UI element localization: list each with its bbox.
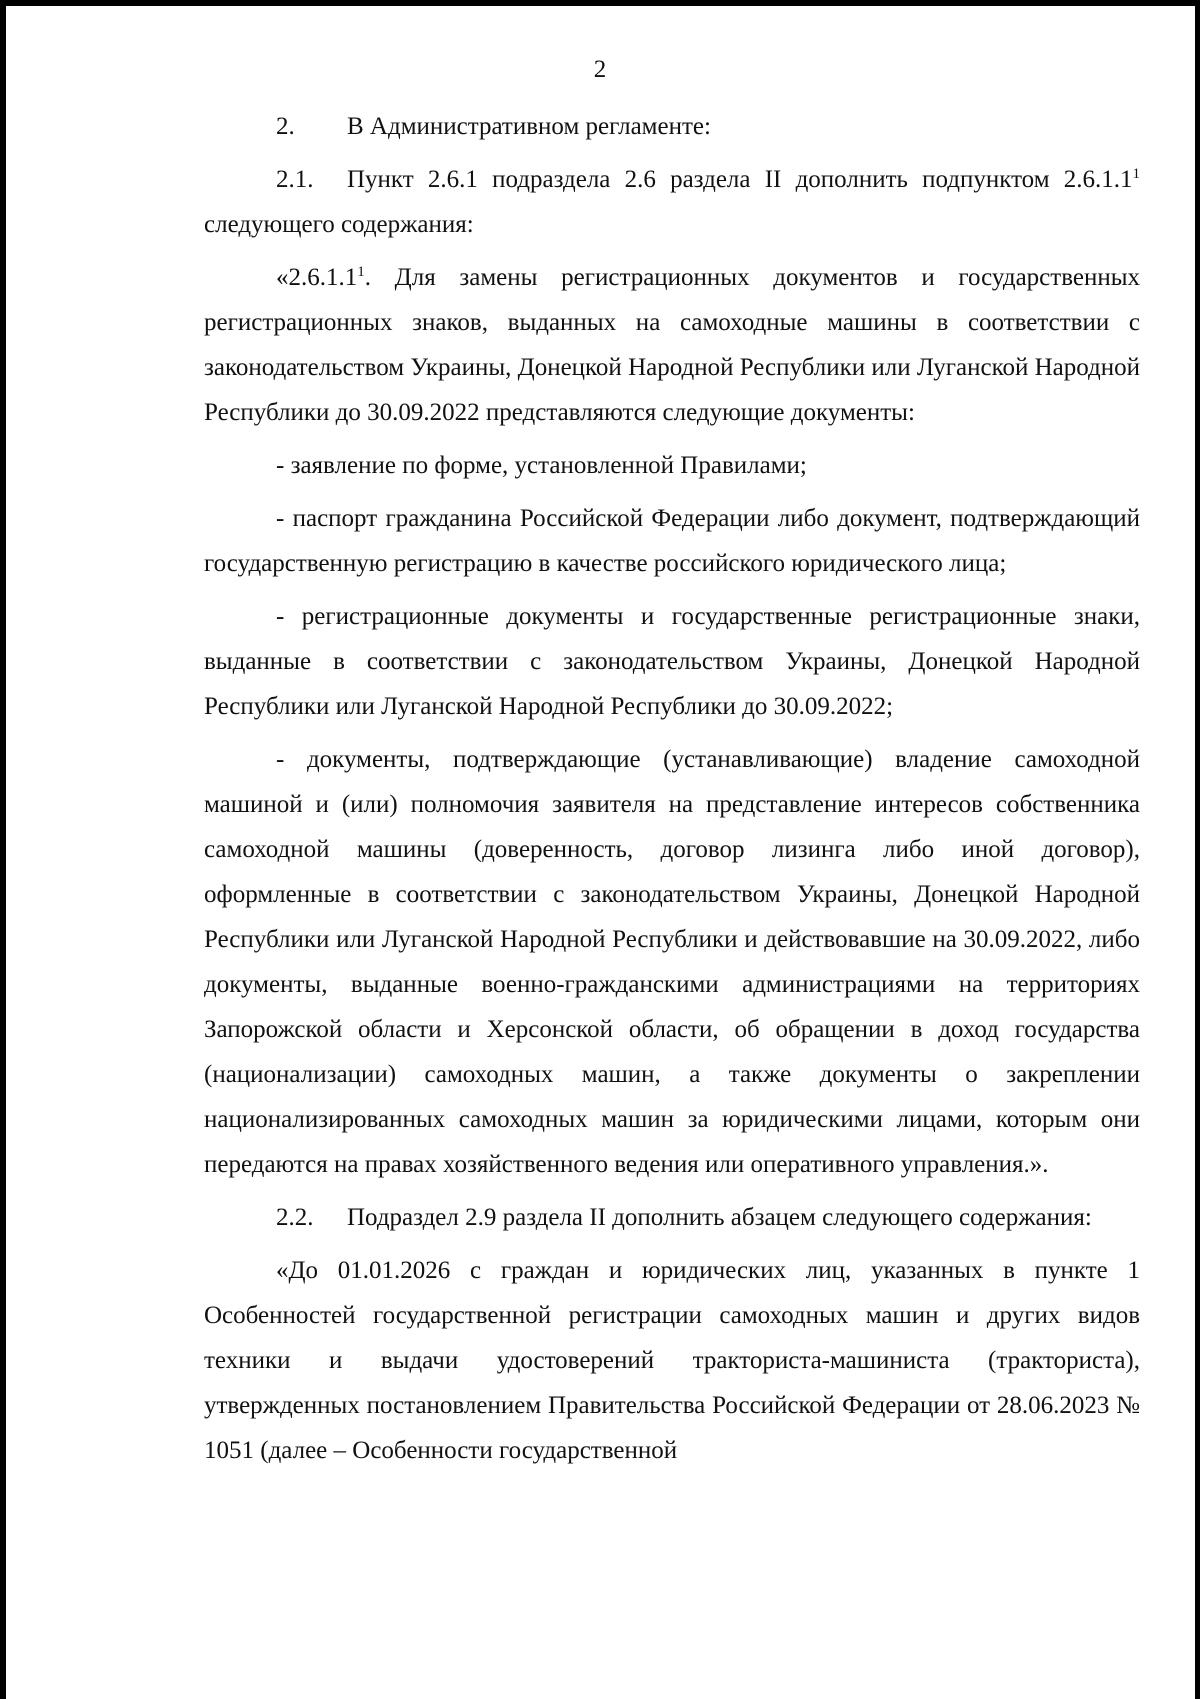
superscript: 1 [1132, 166, 1140, 182]
item-text: Подраздел 2.9 раздела II дополнить абзацем следующего содержания: [347, 1204, 1092, 1231]
paragraph-2-1 [204, 157, 1140, 247]
list-item-passport: - паспорт гражданина Российской Федерации либо документ, подтверждающий государственную регистрацию в качестве российского юридического лица; [204, 505, 1140, 577]
list-item-registration-documents: - регистрационные документы и государственные регистрационные знаки, выданные в соответствии с законодательством Украины, Донецкой Народной Республики или Луганской Народной Республики до 30.09.2022; [204, 603, 1140, 720]
item-text: В Административном регламенте: [347, 113, 711, 140]
item-number: 2. [276, 113, 295, 140]
page-number: 2 [593, 56, 607, 83]
scan-border-right [1195, 0, 1200, 1699]
item-text-tail: следующего содержания: [204, 211, 474, 238]
item-text: Пункт 2.6.1 подраздела 2.6 раздела II дополнить подпунктом 2.6.1.1 [347, 166, 1133, 193]
superscript: 1 [357, 264, 365, 280]
quote-start: «2.6.1.1 [276, 264, 358, 291]
list-item-ownership-documents: - документы, подтверждающие (устанавливающие) владение самоходной машиной и (или) полномочия заявителя на представление интересов собственника самоходной машины (доверенность, договор лизинга либо иной договор), оформленные в соответствии с законодательством Украины, Донецкой Народной Республики или Луганской Народной Республики и действовавшие на 30.09.2022, либо документы, выданные военно-гражданскими администрациями на территориях Запорожской области и Херсонской области, об обращении в доход государства (национализации) самоходных машин, а также документы о закреплении национализированных самоходных машин за юридическими лицами, которым они передаются на правах хозяйственного ведения или оперативного управления.». [204, 746, 1140, 1178]
document-body [204, 104, 1140, 1481]
paragraph-2-heading [204, 104, 1140, 149]
paragraph-2-2 [204, 1195, 1140, 1240]
quote-text: . Для замены регистрационных документов и государственных регистрационных знаков, выданных на самоходные машины в соответствии с законодательством Украины, Донецкой Народной Республики или Луганской Народной Республики до 30.09.2022 представляются следующие документы: [204, 264, 1140, 426]
scan-border-top [0, 0, 1200, 6]
item-number: 2.1. [276, 166, 314, 193]
scan-border-left [0, 0, 6, 1699]
list-item-application: - заявление по форме, установленной Правилами; [276, 452, 807, 479]
paragraph-quote-deadline: «До 01.01.2026 с граждан и юридических лиц, указанных в пункте 1 Особенностей государственной регистрации самоходных машин и других видов техники и выдачи удостоверений тракториста-машиниста (тракториста), утвержденных постановлением Правительства Российской Федерации от 28.06.2023 № 1051 (далее – Особенности государственной [204, 1257, 1140, 1464]
paragraph-quote-2-6-1-1 [204, 255, 1140, 435]
item-number: 2.2. [276, 1204, 314, 1231]
